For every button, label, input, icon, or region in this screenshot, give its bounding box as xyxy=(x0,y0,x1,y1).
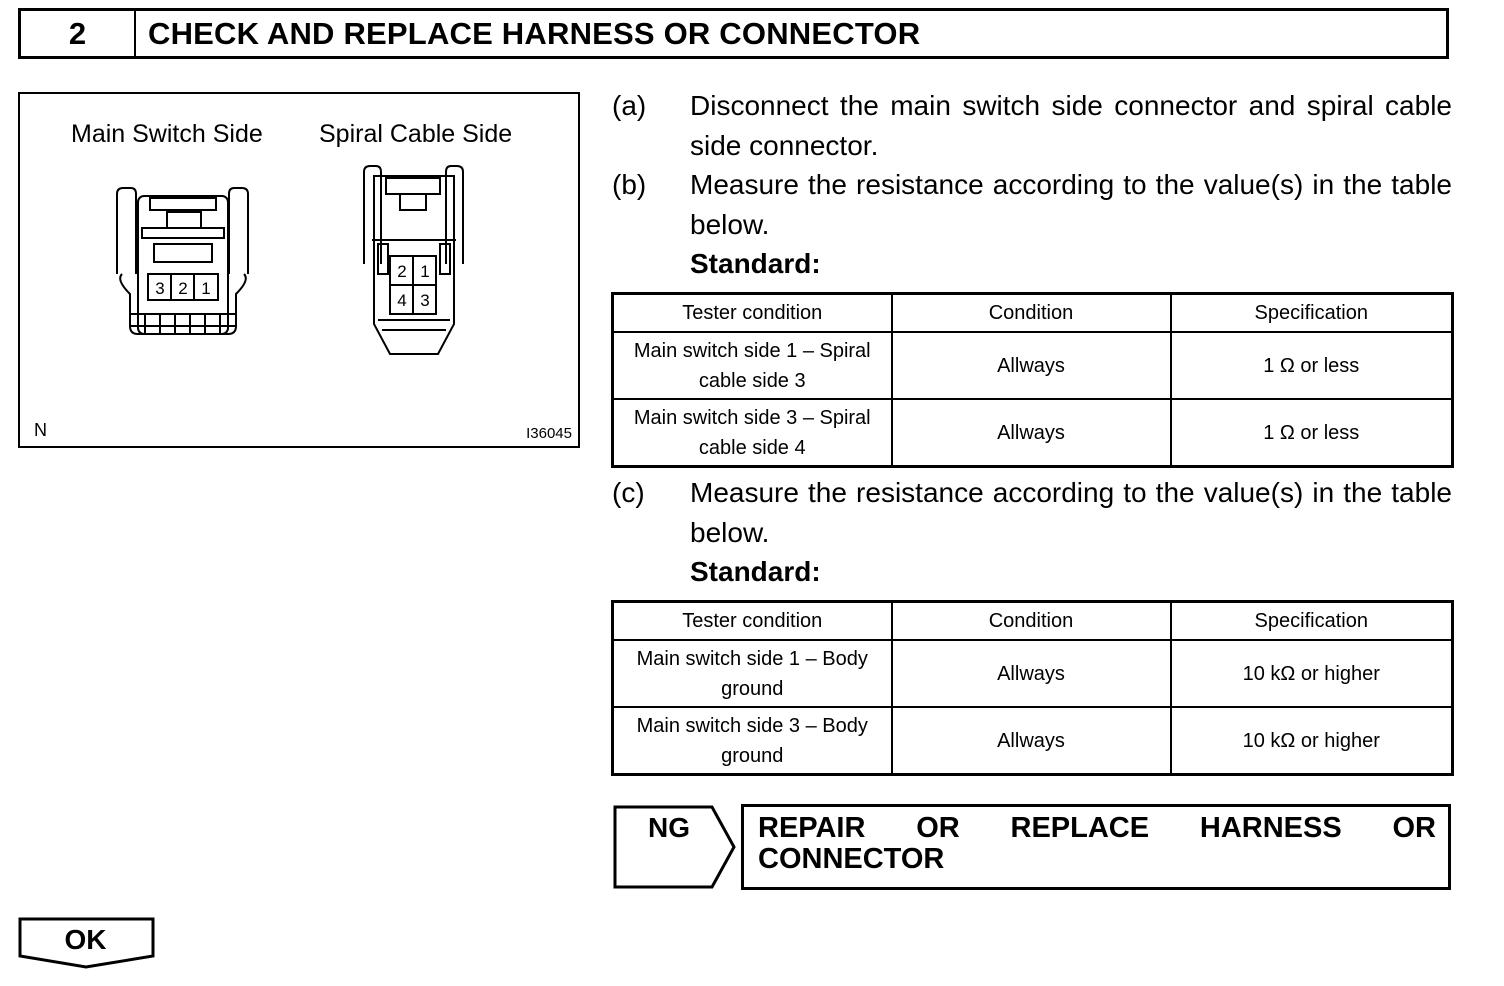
instruction-text: Measure the resistance according to the value(s) in the table below. xyxy=(690,477,1452,548)
ng-label: NG xyxy=(648,812,690,843)
main-pin-3: 3 xyxy=(155,279,165,298)
table-row xyxy=(613,640,1453,707)
table-header-cell: Specification xyxy=(1171,294,1453,333)
table-cell: 1 Ω or less xyxy=(1171,332,1453,399)
instruction-a xyxy=(612,86,1452,166)
step-title: CHECK AND REPLACE HARNESS OR CONNECTOR xyxy=(148,15,921,51)
table-cell: 10 kΩ or higher xyxy=(1171,640,1453,707)
table-cell: 10 kΩ or higher xyxy=(1171,707,1453,775)
instruction-letter: (c) xyxy=(612,477,645,508)
instruction-b xyxy=(612,165,1452,245)
figure-id: I36045 xyxy=(526,425,572,442)
ng-action-box xyxy=(741,804,1451,890)
main-switch-side-label: Main Switch Side xyxy=(71,120,263,148)
instruction-text: Disconnect the main switch side connector and spiral cable side connector. xyxy=(690,90,1452,161)
ng-action-line-2: CONNECTOR xyxy=(758,843,945,875)
spiral-pin-2: 2 xyxy=(397,262,407,281)
main-switch-connector-drawing xyxy=(117,188,248,334)
table-header-cell: Specification xyxy=(1171,602,1453,641)
table-header-cell: Condition xyxy=(892,294,1171,333)
table-row xyxy=(613,332,1453,399)
table-header-row xyxy=(613,602,1453,641)
step-number: 2 xyxy=(21,11,136,56)
table-cell: Allways xyxy=(892,640,1171,707)
ng-action-line-1: REPAIR OR REPLACE HARNESS OR xyxy=(758,812,1436,844)
table-cell: Allways xyxy=(892,399,1171,467)
instruction-letter: (a) xyxy=(612,90,647,121)
step-header xyxy=(18,8,1449,59)
ok-label: OK xyxy=(64,924,107,955)
connector-illustration xyxy=(18,92,580,448)
table-cell: Allways xyxy=(892,707,1171,775)
table-header-cell: Tester condition xyxy=(613,294,892,333)
spiral-cable-connector-drawing xyxy=(364,166,463,354)
table-row xyxy=(613,399,1453,467)
table-cell: Allways xyxy=(892,332,1171,399)
instruction-text: Measure the resistance according to the value(s) in the table below. xyxy=(690,169,1452,240)
spiral-pin-4: 4 xyxy=(397,291,407,310)
main-pin-1: 1 xyxy=(201,279,211,298)
resistance-table-1 xyxy=(611,292,1454,468)
resistance-table-2 xyxy=(611,600,1454,776)
table-header-cell: Tester condition xyxy=(613,602,892,641)
table-header-row xyxy=(613,294,1453,333)
table-cell: Main switch side 1 – Body ground xyxy=(613,640,892,707)
figure-corner-mark: N xyxy=(34,420,47,440)
table-cell: 1 Ω or less xyxy=(1171,399,1453,467)
standard-label: Standard: xyxy=(690,556,821,587)
table-row xyxy=(613,707,1453,775)
instruction-c xyxy=(612,473,1452,553)
main-pin-2: 2 xyxy=(178,279,188,298)
instruction-letter: (b) xyxy=(612,169,647,200)
spiral-pin-1: 1 xyxy=(420,262,430,281)
connector-drawings xyxy=(20,94,578,446)
table-cell: Main switch side 3 – Body ground xyxy=(613,707,892,775)
table-cell: Main switch side 1 – Spiral cable side 3 xyxy=(613,332,892,399)
table-header-cell: Condition xyxy=(892,602,1171,641)
spiral-pin-3: 3 xyxy=(420,291,430,310)
standard-label: Standard: xyxy=(690,248,821,279)
spiral-cable-side-label: Spiral Cable Side xyxy=(319,120,513,148)
table-cell: Main switch side 3 – Spiral cable side 4 xyxy=(613,399,892,467)
